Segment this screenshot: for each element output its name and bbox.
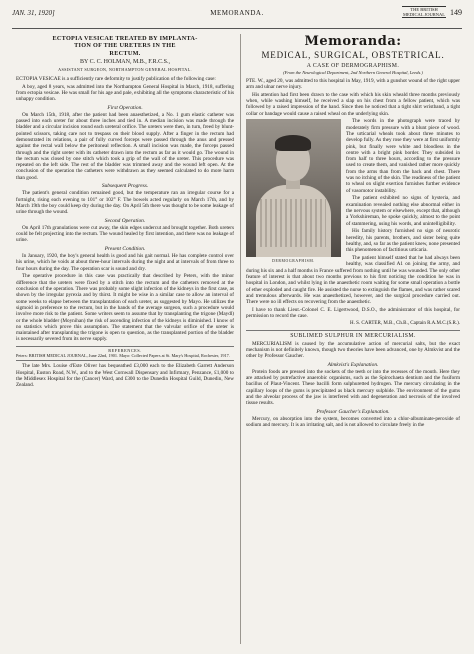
case-title: A CASE OF DERMOGRAPHISM.: [306, 63, 400, 69]
left-column: [16, 34, 234, 644]
almkvist-paragraph: Protein foods are pressed into the sockets of the teeth or into the recesses of the mouth. Here they are attacked by putrefactive anaerobic organisms, such as the Spirochaeta dentium and the fusiform bacillus of Plaut-Vincent. These bacilli form sulphuretted hydrogen. The mercury circulating in the capillary loops of the gums is precipitated as black mercury sulphide. The environment of the gums and the alveolar process of the jaw is interfered with and degeneration and necrosis of the involved tissue results.: [246, 368, 460, 407]
column-divider: [240, 34, 241, 644]
badge-line-2: MEDICAL JOURNAL: [403, 12, 445, 17]
second-operation-heading: Second Operation.: [104, 217, 146, 224]
header-rule: [12, 28, 462, 29]
case-para-7: I have to thank Lieut.-Colonel C. E. Ligertwood, D.S.O., the administrator of this hospital, for permission to record the case.: [246, 306, 460, 320]
case-subtitle: (From the Neurological Department, 2nd Northern General Hospital, Leeds.): [283, 70, 423, 76]
figure-caption: DERMOGRAPHISM.: [272, 259, 315, 264]
present-condition-paragraph: In January, 1920, the boy's general health is good and his gait normal. He has complete control over his urine, which he voids at about three-hour intervals during the night and at intervals of from three to four hours during the day. The operation scar is sound and dry.: [16, 253, 234, 272]
header-date: JAN. 31, 1920]: [12, 9, 55, 17]
first-operation-heading: First Operation.: [107, 104, 143, 111]
journal-badge: [402, 6, 446, 18]
article-author: BY C. C. HOLMAN, M.B., F.R.C.S.,: [80, 59, 170, 66]
title-line-2: TION OF THE URETERS IN THE: [74, 42, 176, 50]
case-para-1: PTE. W., aged 20, was admitted to this hospital in May, 1919, with a gunshot wound of the right upper arm and ulnar nerve injury.: [246, 77, 460, 90]
case-para-3: The words in the photograph were traced by moderately firm pressure with a blunt piece of wood. The urticarial wheals took about three minutes to develop fully. As they rose they were at first uniformly pink, but finally were white and bloodless in the centre with a bright pink border. They subsided in from half to three hours, according to the pressure used to create them, and vanished rather more quickly from the arms than from the back and chest. There was no itching of the skin. The readiness of the patient to wheal on slight exertion furnishes further evidence of vasomotor instability.: [346, 118, 460, 194]
case-para-5: His family history furnished no sign of neurotic heredity, his parents, brothers, and sister being quite healthy, and, so far as the patient knew, none presented this phenomenon of factitious urticaria.: [346, 228, 460, 254]
sulphur-article-title: SUBLIMED SULPHUR IN MERCURIALISM.: [290, 333, 416, 340]
right-column: [246, 34, 460, 644]
intro-paragraph: ECTOPIA VESICAE is a sufficiently rare deformity to justify publication of the following case:: [16, 75, 216, 82]
gaucher-heading: Professor Gaucher's Explanation.: [316, 408, 390, 415]
case-para-2: His attention had first been drawn to the case with which his skin wheald three months previously when, while washing himself, he received a slap on his chest from a fellow patient, which was followed by a raised impression of the hand. Since then he noticed that a tight shirt wristband, a tight collar or bandage would cause a raised wheal on the underlying skin.: [246, 91, 460, 117]
subsequent-progress-paragraph: The patient's general condition remained good, but the temperature ran an irregular course for a fortnight, rising each evening to 101° or 102° F. The bowels acted regularly on March 17th, and by March 19th the boy could keep dry during the day. On April 5th there was thought to be some leakage of urine through the wound.: [16, 190, 234, 216]
mercurialism-paragraph: MERCURIALISM is caused by the accumulative action of mercurial salts, but the exact mechanism is not definitely known, though two theories have been advanced, one by Almkvist and the other by Professor Gaucher.: [246, 340, 460, 360]
page-number: 149: [450, 7, 462, 17]
title-line-1: ECTOPIA VESICAE TREATED BY IMPLANTA-: [52, 35, 198, 42]
header-right: [402, 6, 462, 18]
bequest-text: The late Mrs. Louise d'Este Oliver has bequeathed £3,000 each to the Elizabeth Garrett Anderson Hospital, Euston Road, N.W., and to the West Cornwall Dispensary and Infirmary, Penzance, £1,000 to the Middlesex Hospital for the (Cancer) Ward, and £300 to the Dunedin Hospital Guild, Dunedin, New Zealand.: [16, 363, 234, 389]
second-operation-paragraph: On April 17th granulations were cut away, the skin edges undercut and brought together. Both ureters could be felt projecting into the rectum. The wound healed by first intention, and there was no leakage of urine.: [16, 224, 234, 244]
patient-photo: [246, 119, 341, 257]
article-title: [16, 35, 234, 57]
bequest-note: [16, 360, 234, 388]
subsequent-progress-heading: Subsequent Progress.: [101, 183, 149, 190]
header-journal-section: MEMORANDA.: [210, 9, 264, 17]
author-affiliation: ASSISTANT SURGEON, NORTHAMPTON GENERAL HOSPITAL.: [58, 66, 192, 72]
case-para-4: The patient exhibited no signs of hysteria, and examination revealed nothing else abnormal either in the nervous system or elsewhere, except that, although a Yorkshireman, he spoke quickly, almost to the point of stammering, using his words, and unintelligibility.: [346, 195, 460, 227]
case-para-6: The patient himself stated that he had always been healthy, was classified A1 on joining the army, and during his six and a half months in France suffered from nothing until he was wounded. The only other feature of interest is that about two months previous to his first noticing the condition he was in hospital in London, and whilst lying in the anaesthetic room waiting for some small operation a bottle of ether exploded and caught fire. He assisted the nurse to extinguish the flames, and was rather scared and tremulous afterwards. He was anaesthetized, however, and the surgical procedure carried out. There were no ill effects on recovering from the anaesthetic.: [246, 255, 460, 306]
section-subtitle: MEDICAL, SURGICAL, OBSTETRICAL.: [261, 50, 445, 60]
title-line-3: RECTUM.: [109, 49, 141, 57]
present-condition-heading: Present Condition.: [104, 245, 146, 252]
case-signature: H. S. CARTER, M.B., Ch.B., Captain R.A.M.C.(S.R.).: [350, 321, 460, 327]
figure-dermographism: [246, 119, 341, 264]
section-masthead: Memoranda:: [304, 34, 402, 49]
gaucher-paragraph: Mercury, on absorption into the system, becomes converted into a chlor-albuminate-peroxide of sodium and mercury. It is an irritating salt, and is not allowed to circulate freely in the: [246, 415, 460, 429]
first-operation-paragraph: On March 15th, 1918, after the patient had been anaesthetized, a No. 1 gum elastic catheter was passed into each ureter for about three inches and tied in. A median incision was made through the bladder and a circular incision round each ureteral orifice. The ureters were then, in turn, freed by blunt-pointed scissors, taking care not to trespass on their blood supply. After a finger in the rectum had demonstrated its relations, a pair of fully curved forceps were passed through the anus and pressed against the rectal wall below the peritoneal reflection. A small incision was made, the forceps passed through and the right ureter with its catheter drawn into the rectum as far as it would go. The wound in the rectum was closed by one stitch which took a grip of the wall of the ureter. This procedure was repeated on the left side. The rest of the bladder was trimmed away and the wound left open. At the conclusion of the operation the catheters were withdrawn as they seemed calculated to do more harm than good.: [16, 111, 234, 181]
references-heading: REFERENCES.: [108, 347, 142, 353]
references: [16, 346, 234, 359]
case-paragraph: A boy, aged 8 years, was admitted into the Northampton General Hospital in March, 1918, suffering from ectopia vesicae. He was small for his age and pale, exhibiting all the symptoms characteristic of his unhappy condition.: [16, 83, 234, 103]
section-rule: [246, 330, 460, 331]
running-header: [12, 6, 462, 28]
discussion-paragraph: The operative procedure in this case was practically that described by Peters, with the minor difference that the ureters were fixed by a stitch into the rectum and the catheters removed at the conclusion of the operation. There was probably some slight infection of the kidneys in the first case, as shown by the irregular pyrexia and by thirst. It might be wise in a similar case to allow an interval of some weeks to elapse between the transplantation of each ureter, as suggested by Mayo. He utilizes the sigmoid in preference to the rectum, but in the hands of the average surgeon, such a procedure would involve more risk to the patient. Some writers seem to assume that by transplanting the trigone (Maydl) or the whole bladder (Moynihan) the risk of ascending infection of the kidneys is diminished. I know of no statistics which prove this assumption. The statement that the valvular orifice of the ureter is maintained after transplanting the trigone is open to question, as the transplanted portion of the bladder is necessarily severed from its nerve supply.: [16, 273, 234, 343]
references-text: Peters: BRITISH MEDICAL JOURNAL, June 22nd, 1901. Mayo: Collected Papers at St. Mary's Hospital, Rochester, 1917.: [16, 352, 230, 358]
badge-line-1: THE BRITISH: [410, 7, 438, 12]
almkvist-heading: Almkvist's Explanation.: [327, 361, 379, 368]
